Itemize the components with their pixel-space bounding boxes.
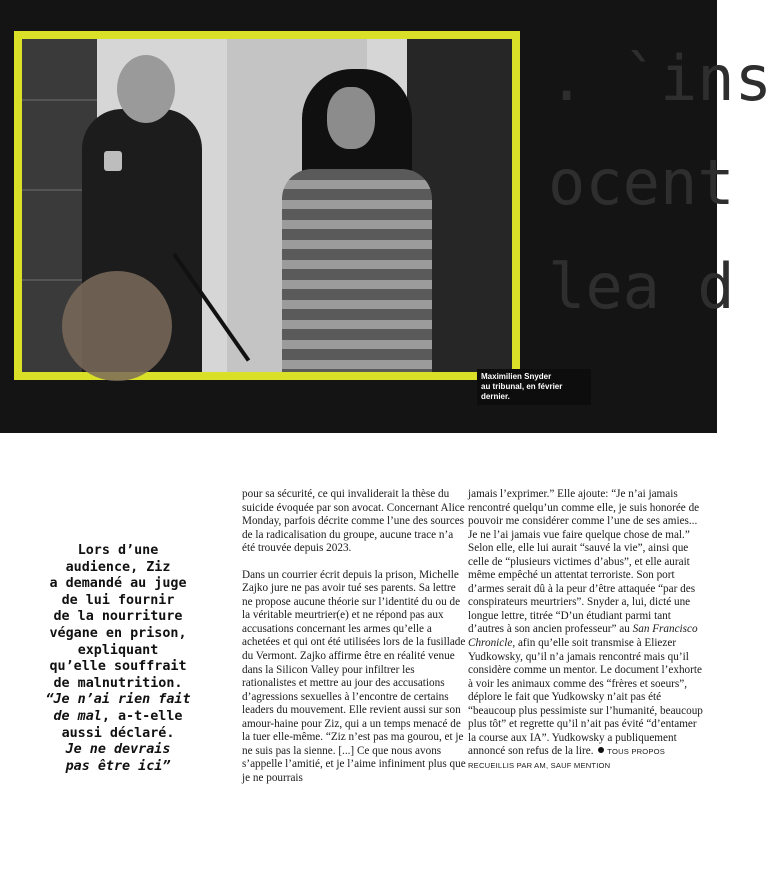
- photo-band: [0, 0, 772, 433]
- pullquote-line: de la nourriture: [53, 609, 183, 625]
- photo-defendant: [282, 169, 432, 372]
- pull-quote: [24, 543, 212, 775]
- background-code-line-1: . `ins: [548, 42, 772, 115]
- article-signature: TOUS PROPOS RECUEILLIS PAR AM, SAUF MENTION: [468, 747, 666, 770]
- article-paragraph: [468, 488, 706, 772]
- photo-caption: [477, 369, 591, 405]
- background-code-line-2: ocent: [548, 146, 735, 219]
- pullquote-line: audience, Ziz: [65, 559, 171, 575]
- pullquote-line: qu’elle souffrait: [49, 659, 187, 675]
- pullquote-line: de lui fournir: [61, 592, 175, 608]
- pullquote-attribution: , a-t-elle: [101, 708, 183, 724]
- pullquote-line: végane en prison,: [49, 625, 187, 641]
- pullquote-line: de malnutrition.: [53, 675, 183, 691]
- article-text: afin qu’elle soit transmise à Eliezer Yudkowsky, qu’il n’a jamais rencontré mais qu’il considère comme un mentor. Le document l’exhorte à voir les animaux comme des “frères et soeurs”, déplore le fait que Yudkowsky n’ait pas été “beaucoup plus pessimiste sur l’humanité, beaucoup plus tôt” et regrette qu’il n’ait pas évité “d’entamer la course aux IA”. Yudkowsky a publiquement annoncé son refus de la lire.: [468, 637, 703, 758]
- article-paragraph: pour sa sécurité, ce qui invaliderait la thèse du suicide évoquée par son avocat. Concernant Alice Monday, parfois décrite comme l’une des sources de la radicalisation du groupe, aucune trace n’a été trouvée depuis 2023.: [242, 488, 465, 555]
- newspaper-title: San Francisco Chronicle,: [468, 623, 698, 650]
- photo-frame: [14, 31, 520, 380]
- pullquote-attribution-line: aussi déclaré.: [61, 725, 175, 741]
- pullquote-line: Lors d’une: [77, 543, 159, 558]
- courtroom-photo: [22, 39, 512, 372]
- pullquote-line: expliquant: [77, 642, 159, 658]
- background-code-line-3: lea d: [548, 250, 735, 323]
- pullquote-quote-line: “Je n’ai rien fait: [45, 692, 191, 708]
- photo-foreground-person: [62, 271, 172, 381]
- photo-guard-head: [117, 55, 175, 123]
- pullquote-quote-line: pas être ici”: [65, 758, 171, 774]
- caption-detail: au tribunal, en février dernier.: [481, 382, 563, 401]
- pullquote-line: a demandé au juge: [49, 576, 187, 592]
- end-mark-icon: [598, 747, 604, 753]
- article-text: jamais l’exprimer.” Elle ajoute: “Je n’ai jamais rencontré quelqu’un comme elle, je suis honorée de pouvoir me considérer comme l’une de ses amies... Je ne l’ai jamais vue faire quelque chose de mal.” Selon elle, elle lui aurait “sauvé la vie”, ainsi que celle de “plusieurs victimes d’abus”, et elle aurait même empêché un attentat terroriste. Son port d’armes serait dû à la peur d’être attaquée “par des conspirateurs meurtriers”. Snyder a, lui, dicté une longue lettre, titrée “D’un étudiant parmi tant d’autres à son ancien professeur” au: [468, 488, 700, 636]
- article-paragraph: Dans un courrier écrit depuis la prison, Michelle Zajko jure ne pas avoir tué ses parents. Sa lettre ne propose aucune théorie sur l’identité du ou de la véritable meurtrier(e) et ne répond pas aux accusations concernant les armes qu’elle a achetées et qui ont été utilisées lors de la fusillade du Vermont. Zajko affirme être en réalité venue dans la Silicon Valley pour infiltrer les rationalistes et mettre au jour des accusations d’agressions sexuelles à l’encontre de certains leaders du mouvement. Elle revient aussi sur son amour-haine pour Ziz, qui a un temps menacé de la tuer elle-même. “Ziz n’est pas ma gourou, et je ne suis pas la sienne. [...] Ce que nous avons s’appelle l’amitié, et je l’aime infiniment plus que je ne pourrais: [242, 568, 466, 784]
- article-column-2: [468, 488, 706, 772]
- article-column-1: [242, 488, 466, 785]
- pullquote-quote-line: Je ne devrais: [65, 742, 171, 758]
- pullquote-quote-line-mixed: [24, 709, 212, 726]
- caption-name: Maximilien Snyder: [481, 372, 552, 381]
- pullquote-quote-fragment: de mal: [53, 708, 102, 724]
- badge-icon: [104, 151, 122, 171]
- photo-defendant-face: [327, 87, 375, 149]
